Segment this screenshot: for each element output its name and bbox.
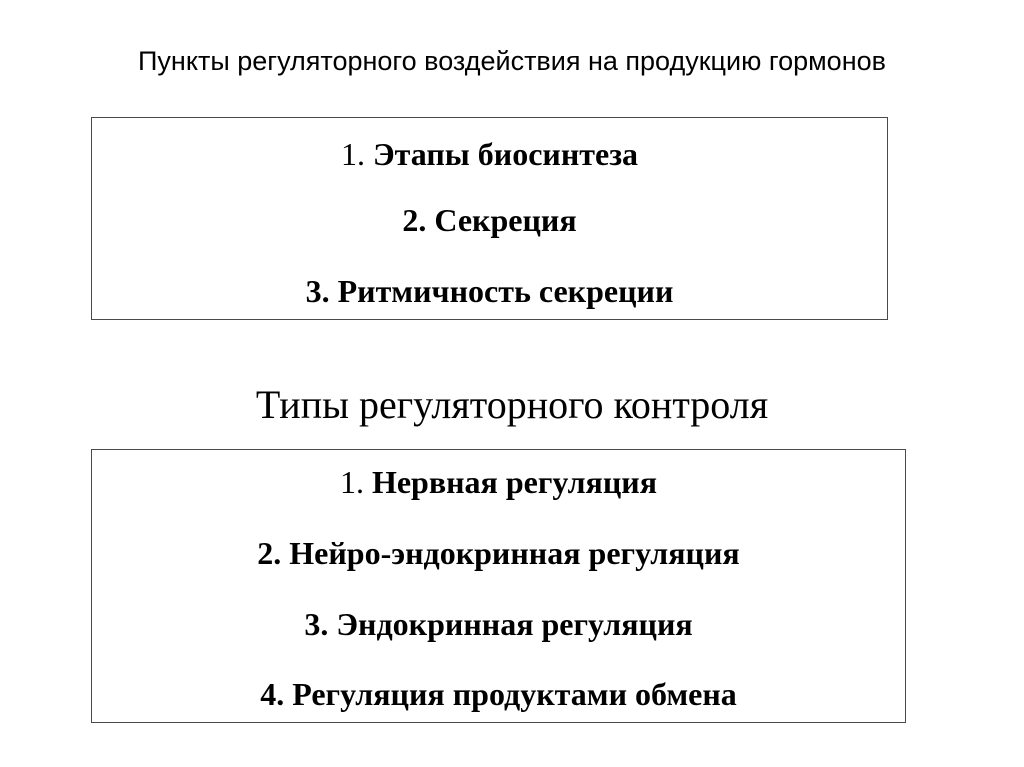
list-item-label: Эндокринная регуляция [328,606,693,642]
list-item-neural [92,462,905,502]
list-item-endocrine [92,604,905,644]
list-item-label: Регуляция продуктами обмена [284,676,737,712]
list-item-biosynthesis [92,134,887,174]
control-types-heading: Типы регуляторного контроля [255,382,769,427]
list-item-number: 2. [257,535,282,571]
list-item-label: Этапы биосинтеза [364,136,639,172]
list-item-neuro-endocrine [92,533,905,573]
list-item-secretion [92,200,887,240]
list-item-metabolic-products [92,674,905,714]
slide-title: Пункты регуляторного воздействия на продукцию гормонов [138,46,886,76]
list-item-label: Ритмичность секреции [329,273,674,309]
control-types-box [91,449,906,723]
list-item-label: Нервная регуляция [363,464,658,500]
list-item-number: 2. [402,202,427,238]
list-item-secretion-rhythm [92,271,887,311]
list-item-label: Секреция [426,202,577,238]
list-item-label: Нейро-эндокринная регуляция [281,535,740,571]
list-item-number: 4. [260,676,285,712]
list-item-number: 3. [305,273,330,309]
list-item-number: 1. [340,136,365,172]
list-item-number: 1. [339,464,364,500]
regulation-points-box [91,117,888,320]
list-item-number: 3. [304,606,329,642]
